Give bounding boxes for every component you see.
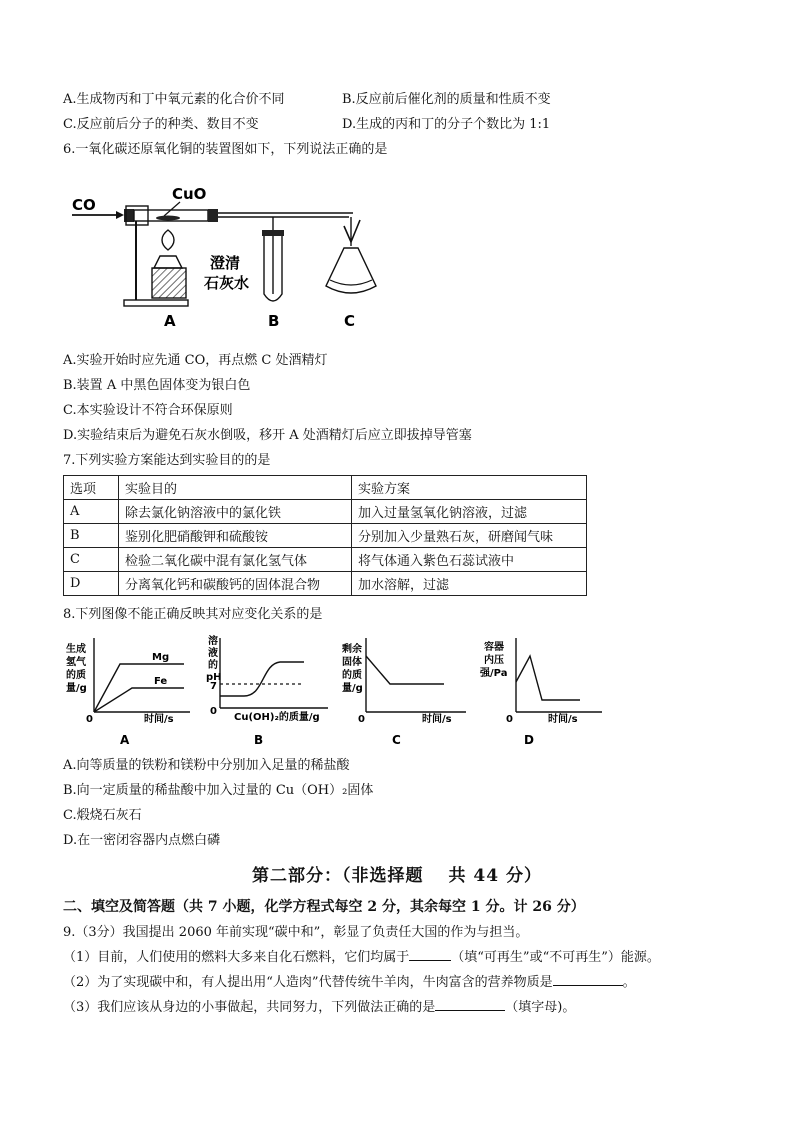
graph-a-mg-label: Mg: [152, 652, 170, 663]
graph-b-origin: 0: [210, 706, 217, 717]
q8-graph-d: [476, 634, 606, 749]
q9-part-2-text-b: 。: [622, 975, 636, 990]
apparatus-c-label: C: [344, 312, 356, 330]
q7-table: [63, 475, 587, 596]
part2-title: 第二部分：（非选择题 共 44 分）: [252, 866, 542, 886]
cuo-powder: [156, 216, 180, 221]
graph-d-pressure-line: [516, 656, 580, 700]
q8-option-d: D.在一密闭容器内点燃白磷: [63, 833, 221, 848]
header-option: 选项: [64, 476, 119, 500]
q6-option-b: B.装置 A 中黑色固体变为银白色: [63, 378, 251, 393]
cell-plan: 将气体通入紫色石蕊试液中: [352, 548, 587, 572]
graph-d-ylabel-1: 容器: [484, 642, 504, 653]
q8-stem: 8.下列图像不能正确反映其对应变化关系的是: [63, 607, 323, 622]
lamp-c-body: [326, 248, 376, 293]
lamp-c-liquid: [330, 280, 372, 285]
graph-b-ylabel-2: 液: [208, 648, 218, 659]
q6-apparatus-diagram: [68, 176, 388, 331]
cell-option: C: [64, 548, 119, 572]
table-row: [64, 548, 587, 572]
q9-part-3: [63, 998, 575, 1017]
graph-a-ylabel-1: 生成: [66, 644, 86, 655]
graph-c-ylabel-3: 的质: [342, 670, 362, 681]
graph-a-fe-line: [94, 688, 184, 712]
wooden-block: [152, 268, 186, 298]
q8-option-b: B.向一定质量的稀盐酸中加入过量的 Cu（OH）₂固体: [63, 783, 374, 798]
right-stopper: [208, 209, 218, 222]
answer-blank[interactable]: [553, 973, 623, 986]
q6-option-c: C.本实验设计不符合环保原则: [63, 403, 233, 418]
q9-part-1: [63, 948, 660, 967]
apparatus-a-label: A: [164, 312, 176, 330]
q5-option-a: A.生成物丙和丁中氧元素的化合价不同: [63, 92, 285, 107]
q9-part-3-text-b: （填字母)。: [505, 1000, 576, 1015]
lamp-c-flame: [344, 220, 360, 242]
cell-plan: 加入过量氢氧化钠溶液，过滤: [352, 500, 587, 524]
q6-stem: 6.一氧化碳还原氧化铜的装置图如下，下列说法正确的是: [63, 142, 388, 157]
graph-b-ylabel-3: 的: [208, 660, 218, 671]
cuo-pointer: [164, 202, 180, 216]
header-plan: 实验方案: [352, 476, 587, 500]
graph-d-origin: 0: [506, 714, 513, 725]
q8-graph-b: [204, 634, 334, 749]
q9-part-2: [63, 973, 636, 992]
lamp-a-body: [154, 256, 182, 268]
table-row: [64, 572, 587, 596]
cell-plan: 分别加入少量熟石灰，研磨闻气味: [352, 524, 587, 548]
q7-stem: 7.下列实验方案能达到实验目的的是: [63, 453, 271, 468]
table-row: [64, 500, 587, 524]
q9-stem: 9.（3分）我国提出 2060 年前实现“碳中和”，彰显了负责任大国的作为与担当。: [63, 925, 529, 940]
graph-c-ylabel-2: 固体: [342, 657, 362, 668]
cell-option: B: [64, 524, 119, 548]
cell-purpose: 除去氯化钠溶液中的氯化铁: [119, 500, 352, 524]
q9-part-1-text-b: （填“可再生”或“不可再生”）能源。: [451, 950, 660, 965]
graph-d-ylabel-2: 内压: [484, 655, 504, 666]
graph-b-ph-curve: [220, 662, 304, 696]
graph-c-ylabel-1: 剩余: [342, 644, 362, 655]
graph-a-xlabel: 时间/s: [144, 714, 174, 725]
q5-option-d: D.生成的丙和丁的分子个数比为 1:1: [342, 117, 551, 132]
graph-c-ylabel-4: 量/g: [342, 683, 363, 694]
limewater-label-1: 澄清: [210, 254, 241, 272]
graph-d-label: D: [524, 733, 534, 747]
graph-b-label: B: [254, 733, 264, 747]
iron-stand-base: [124, 300, 188, 306]
co-label: CO: [72, 196, 96, 214]
q8-option-c: C.煅烧石灰石: [63, 808, 142, 823]
q6-option-a: A.实验开始时应先通 CO，再点燃 C 处酒精灯: [63, 353, 328, 368]
q8-graph-a: [64, 634, 194, 749]
cell-plan: 加水溶解，过滤: [352, 572, 587, 596]
cell-option: A: [64, 500, 119, 524]
header-purpose: 实验目的: [119, 476, 352, 500]
cell-purpose: 检验二氧化碳中混有氯化氢气体: [119, 548, 352, 572]
graph-c-mass-line: [366, 656, 444, 684]
q9-part-2-text-a: （2）为了实现碳中和，有人提出用“人造肉”代替传统牛羊肉，牛肉富含的营养物质是: [63, 975, 553, 990]
section-heading: 二、填空及简答题（共 7 小题，化学方程式每空 2 分，其余每空 1 分。计 26 分）: [63, 899, 585, 915]
cell-purpose: 分离氧化钙和碳酸钙的固体混合物: [119, 572, 352, 596]
cuo-label: CuO: [172, 185, 207, 203]
lamp-a-flame: [162, 230, 174, 250]
q8-option-a: A.向等质量的铁粉和镁粉中分别加入足量的稀盐酸: [63, 758, 350, 773]
limewater-label-2: 石灰水: [204, 274, 250, 292]
graph-b-ylabel-1: 溶: [208, 636, 218, 647]
answer-blank[interactable]: [409, 948, 451, 961]
q8-graph-c: [340, 634, 470, 749]
graph-d-xlabel: 时间/s: [548, 714, 578, 725]
graph-b-ylabel-4: pH: [206, 672, 222, 683]
q9-part-1-text-a: （1）目前，人们使用的燃料大多来自化石燃料，它们均属于: [63, 950, 410, 965]
graph-a-ylabel-2: 氢气: [66, 657, 86, 668]
answer-blank[interactable]: [435, 998, 505, 1011]
co-arrow-head: [116, 211, 124, 219]
q5-option-b: B.反应前后催化剂的质量和性质不变: [342, 92, 551, 107]
q9-part-3-text-a: （3）我们应该从身边的小事做起，共同努力，下列做法正确的是: [63, 1000, 436, 1015]
apparatus-b-label: B: [268, 312, 280, 330]
graph-d-ylabel-3: 强/Pa: [480, 668, 508, 679]
graph-a-origin: 0: [86, 714, 93, 725]
graph-c-origin: 0: [358, 714, 365, 725]
graph-c-xlabel: 时间/s: [422, 714, 452, 725]
q5-option-c: C.反应前后分子的种类、数目不变: [63, 117, 259, 132]
graph-a-ylabel-3: 的质: [66, 670, 86, 681]
test-tube-b-stopper: [262, 230, 284, 236]
graph-a-fe-label: Fe: [154, 676, 168, 687]
graph-c-label: C: [392, 733, 401, 747]
table-header-row: [64, 476, 587, 500]
q6-option-d: D.实验结束后为避免石灰水倒吸，移开 A 处酒精灯后应立即拔掉导管塞: [63, 428, 472, 443]
graph-a-label: A: [120, 733, 130, 747]
graph-b-xlabel: Cu(OH)₂的质量/g: [234, 712, 320, 723]
graph-a-ylabel-4: 量/g: [66, 683, 87, 694]
cell-purpose: 鉴别化肥硝酸钾和硫酸铵: [119, 524, 352, 548]
table-row: [64, 524, 587, 548]
graph-b-seven: 7: [210, 681, 217, 692]
cell-option: D: [64, 572, 119, 596]
